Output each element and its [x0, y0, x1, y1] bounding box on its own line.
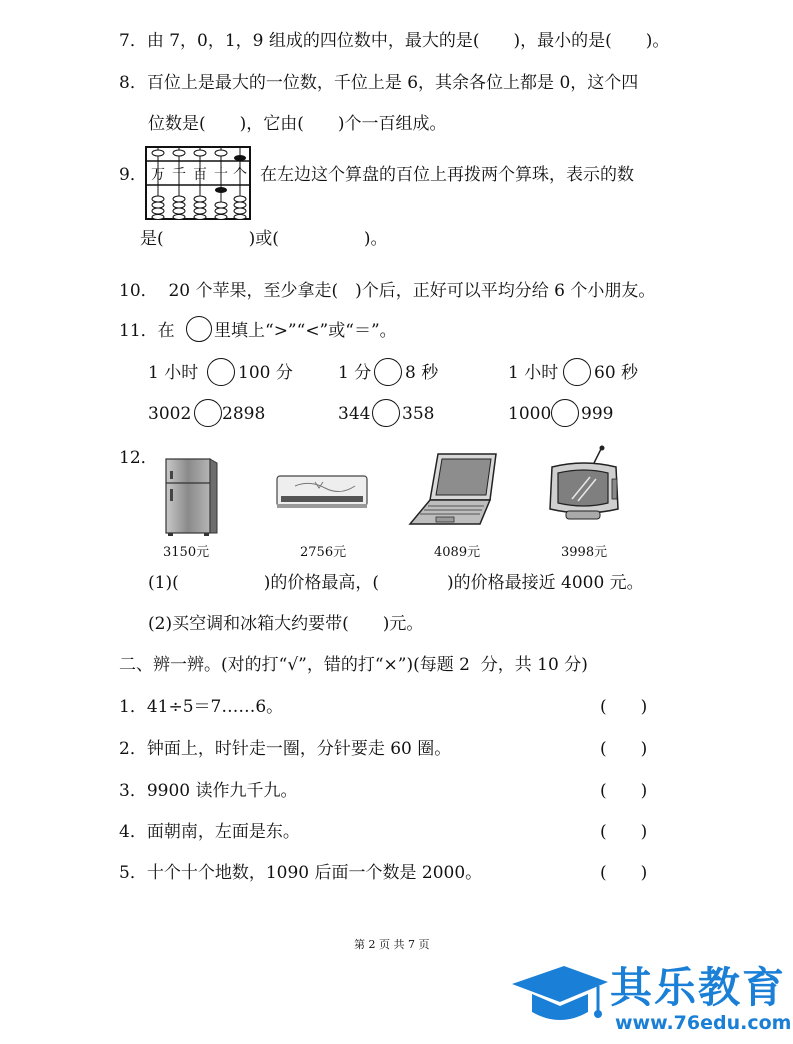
price-label: 3998元: [561, 545, 608, 560]
compare-circle-input[interactable]: [551, 399, 579, 427]
question-12-sub1: (1)( )的价格最高，( )的价格最接近 4000 元。: [148, 573, 644, 593]
watermark-title: 其乐教育: [610, 963, 787, 1012]
price-label: 2756元: [300, 545, 347, 560]
judge-item-text: 5．十个十个地数，1090 后面一个数是 2000。: [119, 863, 483, 883]
compare-left: 344: [338, 404, 371, 424]
compare-right: 358: [402, 404, 435, 424]
compare-left: 1 小时: [508, 363, 559, 383]
refrigerator-icon: [160, 455, 222, 537]
abacus-image: [144, 145, 252, 221]
laptop-icon: [408, 452, 500, 528]
question-10: 10． 20 个苹果，至少拿走( )个后，正好可以平均分给 6 个小朋友。: [119, 281, 656, 301]
question-7: 7．由 7，0，1，9 组成的四位数中，最大的是( )，最小的是( )。: [119, 31, 670, 51]
abacus-label-ge: 个: [233, 167, 247, 183]
judge-item-text: 1．41÷5＝7……6。: [119, 697, 284, 717]
judge-answer-bracket[interactable]: ( ): [600, 739, 648, 759]
judge-answer-bracket[interactable]: ( ): [600, 697, 648, 717]
question-8-line2: 位数是( )，它由( )个一百组成。: [148, 114, 447, 134]
question-12-sub2: (2)买空调和冰箱大约要带( )元。: [148, 614, 424, 634]
compare-left: 1 分: [338, 363, 372, 383]
compare-left: 1 小时: [148, 363, 199, 383]
question-11-prefix: 11．在: [119, 321, 175, 341]
abacus-label-qian: 千: [172, 167, 186, 183]
judge-answer-bracket[interactable]: ( ): [600, 822, 648, 842]
question-9-line2: 是( )或( )。: [140, 229, 388, 249]
section-2-title: 二、辨一辨。(对的打“√”，错的打“×”)(每题 2 分，共 10 分): [119, 655, 588, 675]
graduation-cap-icon: [508, 962, 608, 1036]
compare-circle-input[interactable]: [374, 358, 402, 386]
compare-circle-input[interactable]: [563, 358, 591, 386]
air-conditioner-icon: [275, 474, 369, 510]
question-9-number: 9．: [119, 165, 147, 185]
price-label: 4089元: [434, 545, 481, 560]
abacus-label-shi: 十: [214, 167, 228, 183]
watermark-url: www.76edu.com: [615, 1012, 792, 1034]
television-icon: [542, 445, 626, 525]
compare-circle-input[interactable]: [207, 358, 235, 386]
judge-item-text: 2．钟面上，时针走一圈，分针要走 60 圈。: [119, 739, 452, 759]
abacus-label-bai: 百: [193, 167, 207, 183]
compare-right: 100 分: [238, 363, 293, 383]
compare-right: 8 秒: [405, 363, 439, 383]
judge-answer-bracket[interactable]: ( ): [600, 781, 648, 801]
blank-circle-icon: [186, 316, 212, 342]
abacus-label-wan: 万: [151, 167, 165, 183]
compare-left: 1000: [508, 404, 552, 424]
question-9-text: 在左边这个算盘的百位上再拨两个算珠，表示的数: [260, 165, 634, 185]
judge-item-text: 3．9900 读作九千九。: [119, 781, 298, 801]
question-12-number: 12．: [119, 448, 158, 468]
compare-left: 3002: [148, 404, 192, 424]
question-11-suffix: 里填上“>”“<”或“＝”。: [214, 321, 397, 341]
judge-item-text: 4．面朝南，左面是东。: [119, 822, 300, 842]
compare-right: 60 秒: [594, 363, 639, 383]
judge-answer-bracket[interactable]: ( ): [600, 863, 648, 883]
compare-circle-input[interactable]: [372, 399, 400, 427]
page-footer: 第 2 页 共 7 页: [354, 938, 430, 951]
question-8-line1: 8．百位上是最大的一位数，千位上是 6，其余各位上都是 0，这个四: [119, 73, 639, 93]
compare-circle-input[interactable]: [194, 399, 222, 427]
compare-right: 2898: [222, 404, 266, 424]
price-label: 3150元: [163, 545, 210, 560]
compare-right: 999: [581, 404, 614, 424]
